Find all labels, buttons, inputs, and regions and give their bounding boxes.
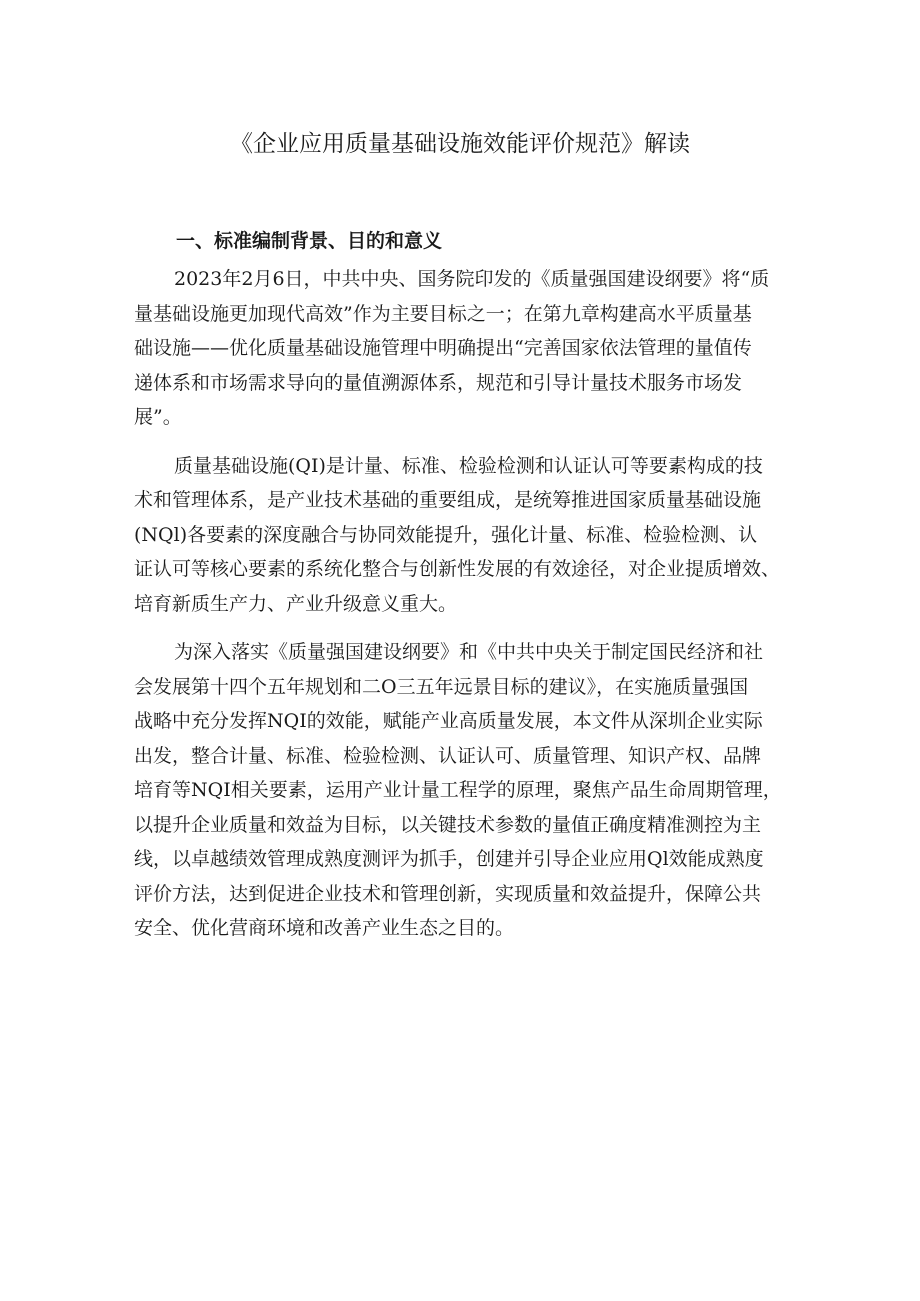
paragraph-line: 培育等NQI相关要素，运用产业计量工程学的原理，聚焦产品生命周期管理， [134, 779, 782, 801]
paragraph-line: 为深入落实《质量强国建设纲要》和《中共中央关于制定国民经济和社 [174, 641, 764, 663]
paragraph-line: (NQl)各要素的深度融合与协同效能提升，强化计量、标准、检验检测、认 [134, 523, 758, 546]
paragraph-2 [134, 449, 804, 622]
paragraph-line: 量基础设施更加现代高效”作为主要目标之一；在第九章构建高水平质量基 [134, 302, 752, 325]
paragraph-line: 2023年2月6日，中共中央、国务院印发的《质量强国建设纲要》将“质 [174, 268, 770, 290]
paragraph-line: 展”。 [134, 406, 182, 428]
paragraph-line: 出发，整合计量、标准、检验检测、认证认可、质量管理、知识产权、品牌 [134, 744, 762, 767]
paragraph-line: 递体系和市场需求导向的量值溯源体系，规范和引导计量技术服务市场发 [134, 371, 743, 394]
paragraph-line: 线，以卓越绩效管理成熟度测评为抓手，创建并引导企业应用Ql效能成熟度 [134, 848, 764, 870]
paragraph-line: 战略中充分发挥NQI的效能，赋能产业高质量发展，本文件从深圳企业实际 [134, 710, 763, 732]
document-title: 《企业应用质量基础设施效能评价规范》解读 [230, 131, 690, 157]
document-body [134, 225, 804, 960]
paragraph-line: 培育新质生产力、产业升级意义重大。 [134, 592, 458, 615]
paragraph-line: 术和管理体系，是产业技术基础的重要组成，是统筹推进国家质量基础设施 [134, 489, 762, 511]
paragraph-line: 安全、优化营商环境和改善产业生态之目的。 [134, 917, 515, 939]
section-heading: 一、标准编制背景、目的和意义 [176, 230, 443, 252]
paragraph-line: 证认可等核心要素的系统化整合与创新性发展的有效途径，对企业提质增效、 [134, 558, 781, 580]
paragraph-line: 质量基础设施(QI)是计量、标准、检验检测和认证认可等要素构成的技 [174, 454, 763, 477]
paragraph-line: 评价方法，达到促进企业技术和管理创新，实现质量和效益提升，保障公共 [134, 882, 762, 905]
paragraph-1 [134, 262, 804, 435]
paragraph-line: 以提升企业质量和效益为目标，以关键技术参数的量值正确度精准测控为主 [134, 813, 762, 836]
paragraph-line: 础设施——优化质量基础设施管理中明确提出“完善国家依法管理的量值传 [134, 337, 752, 359]
paragraph-line: 会发展第十四个五年规划和二O三五年远景目标的建议》，在实施质量强国 [134, 675, 749, 698]
paragraph-3 [134, 635, 804, 946]
